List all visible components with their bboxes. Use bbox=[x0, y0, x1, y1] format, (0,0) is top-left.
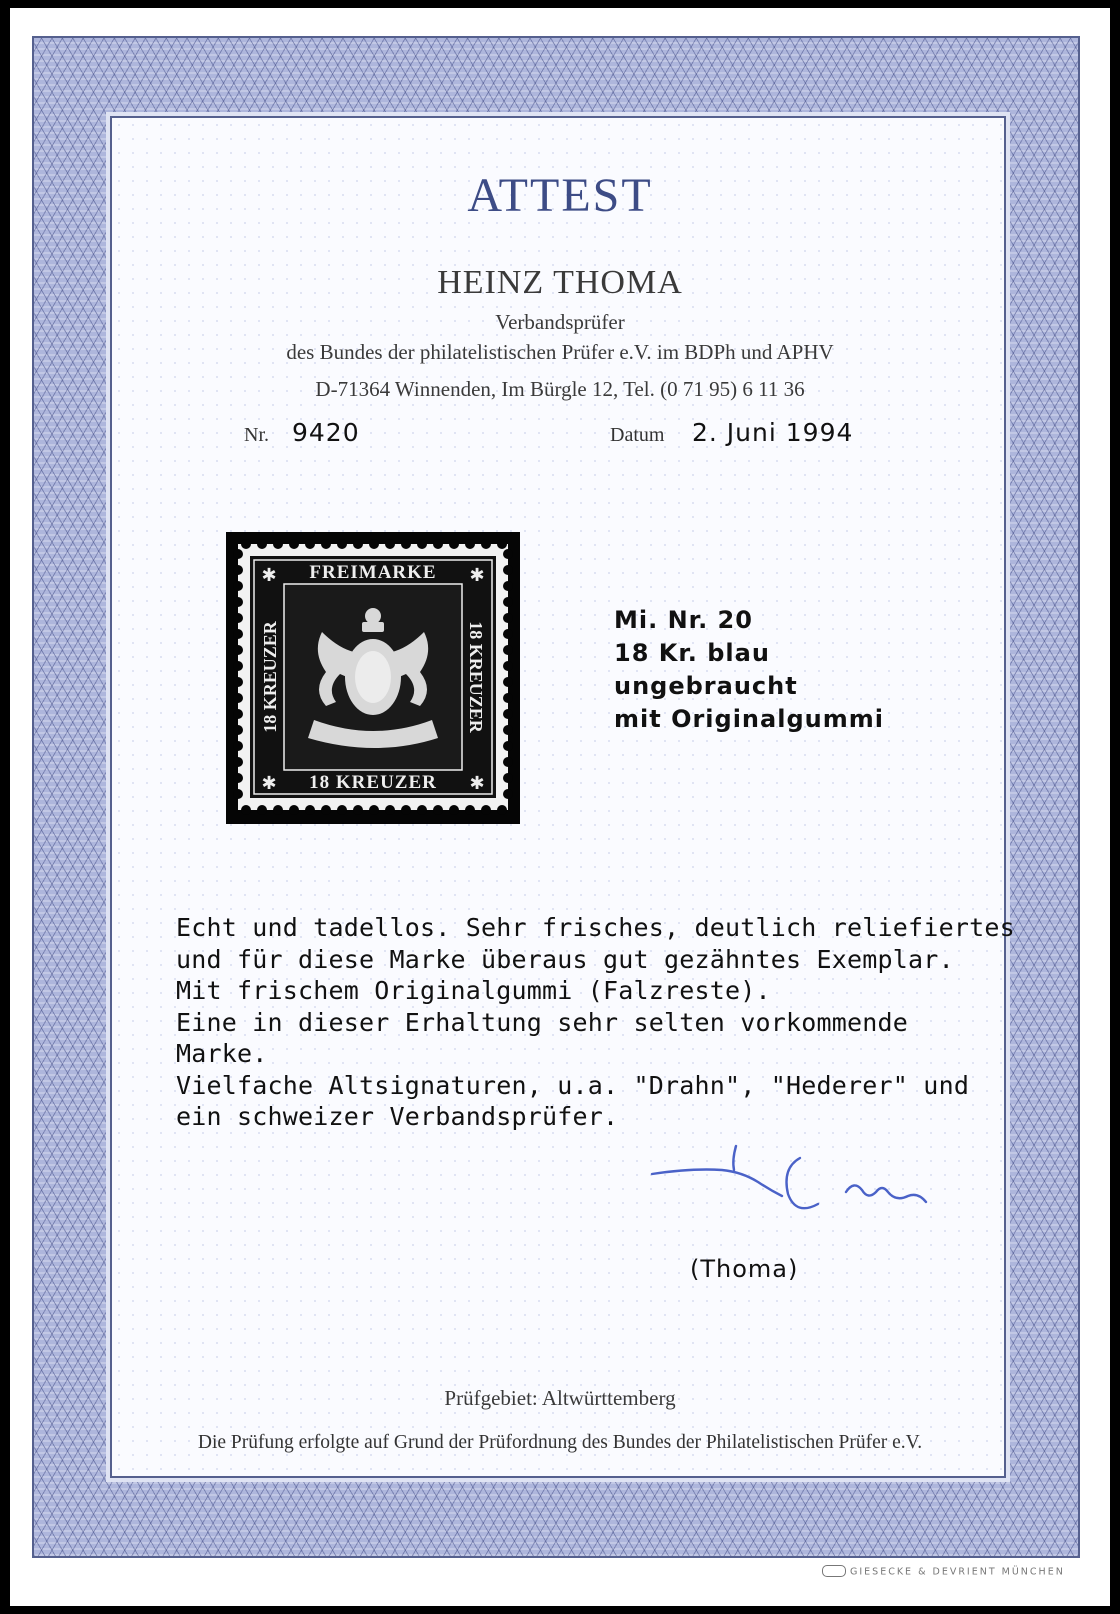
remark-line: Mit frischem Originalgummi (Falzreste). bbox=[176, 976, 771, 1005]
handwritten-signature bbox=[650, 1140, 980, 1260]
stamp-right-text: 18 KREUZER bbox=[466, 621, 486, 733]
certificate-remarks bbox=[176, 912, 1015, 1133]
stamp-corner-br: ✱ bbox=[469, 773, 485, 794]
number-label: Nr. bbox=[244, 424, 269, 446]
remark-line: Eine in dieser Erhaltung sehr selten vorkommende bbox=[176, 1007, 909, 1037]
certificate-date: 2. Juni 1994 bbox=[692, 418, 854, 447]
stamp-corner-bl: ✱ bbox=[261, 773, 277, 794]
examination-scope: Prüfgebiet: Altwürttemberg bbox=[444, 1386, 676, 1410]
certificate-title: ATTEST bbox=[467, 169, 653, 222]
stamp-image bbox=[226, 532, 520, 824]
stamp-corner-tl: ✱ bbox=[261, 565, 277, 586]
remark-line: Marke. bbox=[176, 1039, 268, 1068]
stamp-left-text: 18 KREUZER bbox=[260, 621, 280, 733]
printer-imprint bbox=[822, 1566, 1065, 1578]
examiner-association: des Bundes der philatelistischen Prüfer e.V. im BDPh und APHV bbox=[286, 340, 834, 364]
stamp-condition: ungebraucht bbox=[614, 672, 798, 700]
printer-logo-icon bbox=[822, 1565, 846, 1577]
stamp-top-text: FREIMARKE bbox=[309, 562, 437, 583]
examiner-role: Verbandsprüfer bbox=[495, 310, 625, 334]
stamp-photo bbox=[226, 532, 520, 824]
remark-line: Echt und tadellos. Sehr frisches, deutlich reliefiertes bbox=[176, 913, 1015, 942]
stamp-bottom-text: 18 KREUZER bbox=[309, 772, 437, 793]
stamp-gum: mit Originalgummi bbox=[614, 705, 884, 733]
remark-line: ein schweizer Verbandsprüfer. bbox=[176, 1102, 619, 1131]
certificate-number: 9420 bbox=[292, 418, 360, 447]
remark-line: und für diese Marke überaus gut gezähntes Exemplar. bbox=[176, 944, 954, 974]
catalog-number: Mi. Nr. 20 bbox=[614, 606, 753, 634]
stamp-corner-tr: ✱ bbox=[469, 565, 485, 586]
stamp-description bbox=[614, 604, 884, 736]
examiner-name: HEINZ THOMA bbox=[437, 264, 683, 301]
date-label: Datum bbox=[610, 424, 665, 446]
stamp-denomination: 18 Kr. blau bbox=[614, 639, 770, 667]
remark-line: Vielfache Altsignaturen, u.a. "Drahn", "Hederer" und bbox=[176, 1070, 970, 1100]
examiner-address: D-71364 Winnenden, Im Bürgle 12, Tel. (0 71 95) 6 11 36 bbox=[315, 377, 805, 401]
signature-name: (Thoma) bbox=[690, 1255, 799, 1283]
regulation-note: Die Prüfung erfolgte auf Grund der Prüfordnung des Bundes der Philatelistischen Prüfer e.V. bbox=[197, 1432, 923, 1453]
printer-name: GIESECKE & DEVRIENT MÜNCHEN bbox=[850, 1566, 1065, 1578]
